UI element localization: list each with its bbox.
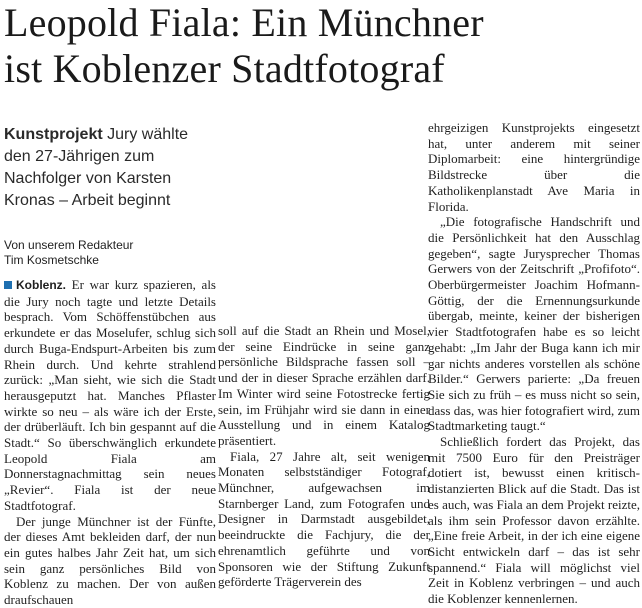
dateline-square-icon [4,281,12,289]
kicker: Kunstprojekt [4,126,103,143]
deck [4,124,216,212]
headline-line-2: ist Koblenzer Stadtfotograf [4,46,445,91]
paragraph [4,277,216,514]
byline [4,238,216,268]
byline-line-1: Von unserem Redakteur [4,238,134,252]
headline [4,0,640,92]
paragraph: Fiala, 27 Jahre alt, seit wenigen Monaten selbstständiger Fotograf, Münchner, aufgewachsen im Starnberger Land, zum Fotografen und Designer in Darmstadt ausgebildet, beeindruckte die Fachjury, die der ehrenamtlich geführte und von Sponsoren wie der Stiftung Zukunft geförderte Trägerverein des [218,448,430,590]
byline-author: Tim Kosmetschke [4,253,99,267]
article-column-2 [218,323,430,590]
paragraph: Schließlich fordert das Projekt, das mit 7500 Euro für den Preisträger dotiert ist, bewusst einen kritisch-distanzierten Blick auf die Stadt. Das ist es auch, was Fiala an dem Projekt reizte, als ihm sein Professor davon erzählte. „Eine freie Arbeit, in der ich eine eigene Sicht entwickeln darf – das ist sehr spannend.“ Fiala will möglichst viel Zeit in Koblenz verbringen – und auch die Koblenzer kennenlernen. [428,434,640,607]
paragraph-text: Er war kurz spazieren, als die Jury noch tagte und letzte Details besprach. Vom Schöffenstübchen aus erkundete er das Moselufer, schlug sich durch Buga-Endspurt-Arbeiten bis zum Rhein durch. Und kehrte strahlend zurück: „Man sieht, wie sich die Stadt herausgeputzt hat. Manches Pflaster wirkte so neu – als wäre ich der Erste, der drüberläuft. Ich bin gespannt auf die Stadt.“ So überschwänglich erkundete Leopold Fiala am Donnerstagnachmittag sein neues „Revier“. Fiala ist der neue Stadtfotograf. [4,277,216,513]
paragraph: „Die fotografische Handschrift und die Persönlichkeit hat den Ausschlag gegeben“, sagte Jurysprecher Thomas Gerwers von der Zeitschrift „Profifoto“. Oberbürgermeister Joachim Hofmann-Göttig, der die Ernennungsurkunde übergab, meinte, keiner der bisherigen vier Stadtfotografen habe es so leicht gehabt: „Im Jahr der Buga kann ich mir gar nichts anderes vorstellen als schöne Bilder.“ Gerwers parierte: „Da freuen Sie sich zu früh – es muss nicht so sein, dass das, was hier fotografiert wird, zum Stadtmarketing taugt.“ [428,214,640,434]
paragraph: ehrgeizigen Kunstprojekts eingesetzt hat, unter anderem mit seiner Diplomarbeit: eine hintergründige Bildstrecke über die Katholikenplanstadt Ave Maria in Florida. [428,120,640,214]
article-column-3 [428,120,640,607]
deck-text: Jury wählte den 27-Jährigen zum Nachfolger von Karsten Kronas – Arbeit beginnt [4,126,189,209]
dateline: Koblenz. [16,278,66,292]
paragraph: soll auf die Stadt an Rhein und Mosel, der seine Eindrücke in seine ganz persönliche Bildsprache fassen soll – und der in dieser Sprache erzählen darf. Im Winter wird seine Fotostrecke fertig sein, im Frühjahr wird sie dann in einer Ausstellung und in einem Katalog präsentiert. [218,323,430,448]
article-column-1 [4,277,216,608]
headline-line-1: Leopold Fiala: Ein Münchner [4,0,484,45]
paragraph: Der junge Münchner ist der Fünfte, der dieses Amt bekleiden darf, der nun ein gutes halbes Jahr Zeit hat, um sich sein ganz persönliches Bild von Koblenz zu machen. Der von außen draufschauen [4,513,216,608]
